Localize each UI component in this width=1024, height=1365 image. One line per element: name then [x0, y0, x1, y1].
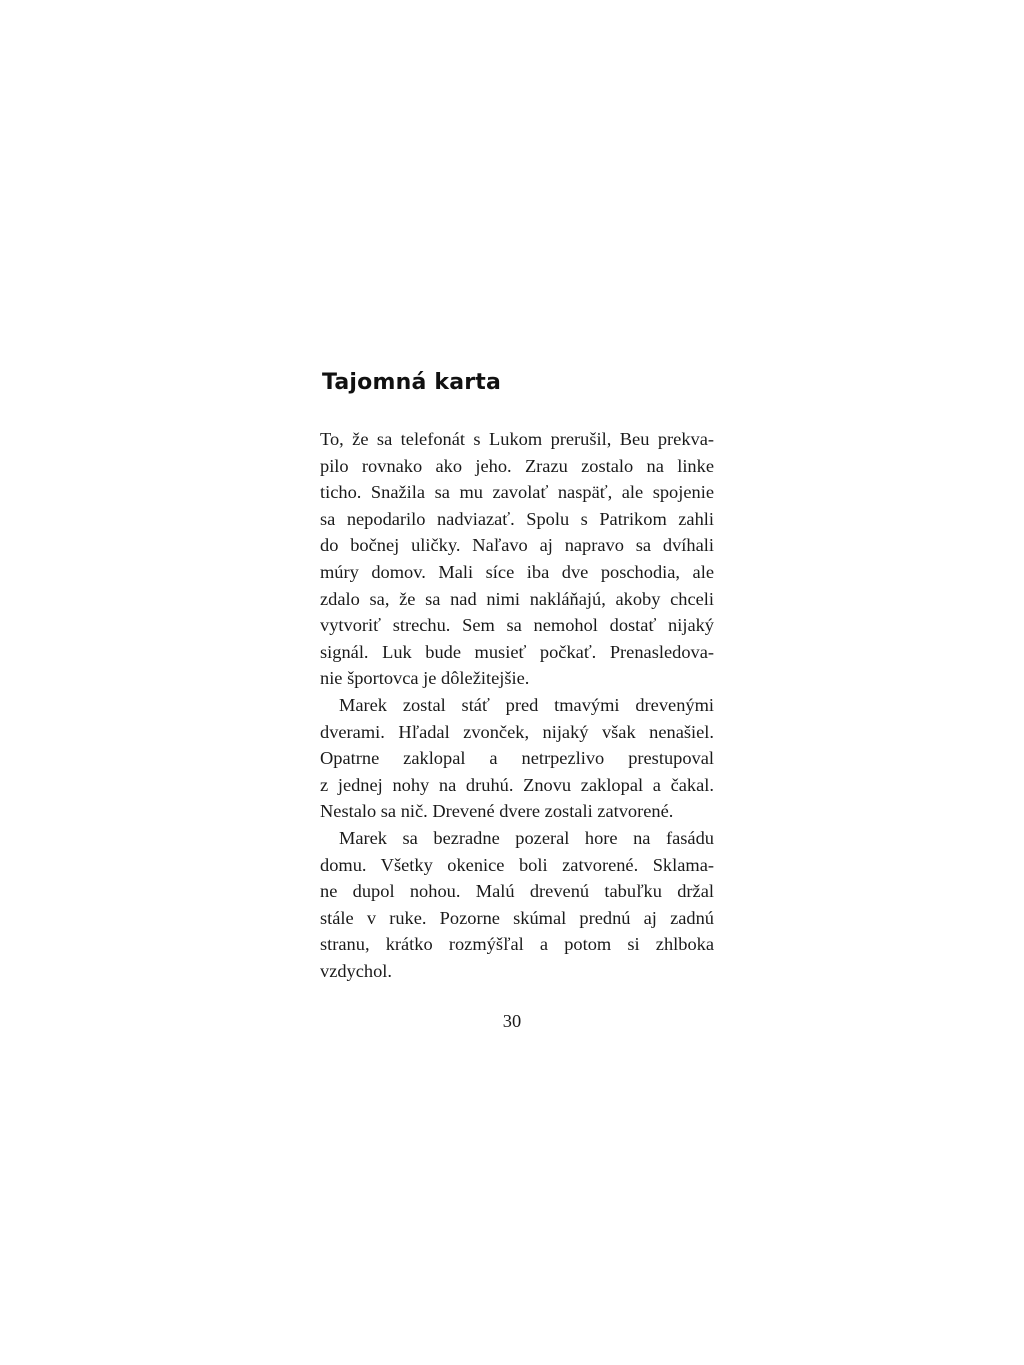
paragraph	[320, 825, 714, 985]
text-line: vzdychol.	[320, 960, 393, 981]
text-line: Marek sa bezradne pozeral hore na fasádu	[339, 827, 714, 848]
text-line: stále v ruke. Pozorne skúmal prednú aj zadnú	[320, 907, 714, 928]
text-line: Opatrne zaklopal a netrpezlivo prestupoval	[320, 748, 714, 769]
text-line: dverami. Hľadal zvonček, nijaký však nenašiel.	[320, 721, 714, 742]
paragraph	[320, 426, 714, 692]
page-number: 30	[502, 1011, 522, 1031]
body-text	[320, 426, 714, 984]
text-line: Marek zostal stáť pred tmavými drevenými	[339, 694, 714, 715]
text-line: zdalo sa, že sa nad nimi nakláňajú, akoby chceli	[320, 588, 714, 609]
text-line: ticho. Snažila sa mu zavolať naspäť, ale spojenie	[320, 482, 714, 503]
text-line: stranu, krátko rozmýšľal a potom si zhlboka	[320, 934, 714, 955]
text-line: vytvoriť strechu. Sem sa nemohol dostať nijaký	[320, 615, 714, 636]
text-line: To, že sa telefonát s Lukom prerušil, Beu prekva-	[320, 429, 714, 449]
text-line: do bočnej uličky. Naľavo aj napravo sa dvíhali	[320, 535, 714, 556]
text-line: z jednej nohy na druhú. Znovu zaklopal a čakal.	[320, 774, 714, 795]
paragraph	[320, 692, 714, 825]
text-line: domu. Všetky okenice boli zatvorené. Sklama-	[320, 854, 714, 875]
chapter-title: Tajomná karta	[322, 370, 502, 395]
text-line: signál. Luk bude musieť počkať. Prenasledova-	[320, 641, 714, 662]
text-line: sa nepodarilo nadviazať. Spolu s Patrikom zahli	[320, 508, 714, 529]
text-line: nie športovca je dôležitejšie.	[320, 668, 530, 689]
text-line: Nestalo sa nič. Drevené dvere zostali zatvorené.	[320, 801, 674, 822]
text-line: múry domov. Mali síce iba dve poschodia, ale	[320, 561, 714, 582]
text-line: ne dupol nohou. Malú drevenú tabuľku držal	[320, 881, 714, 902]
text-line: pilo rovnako ako jeho. Zrazu zostalo na linke	[320, 455, 714, 476]
